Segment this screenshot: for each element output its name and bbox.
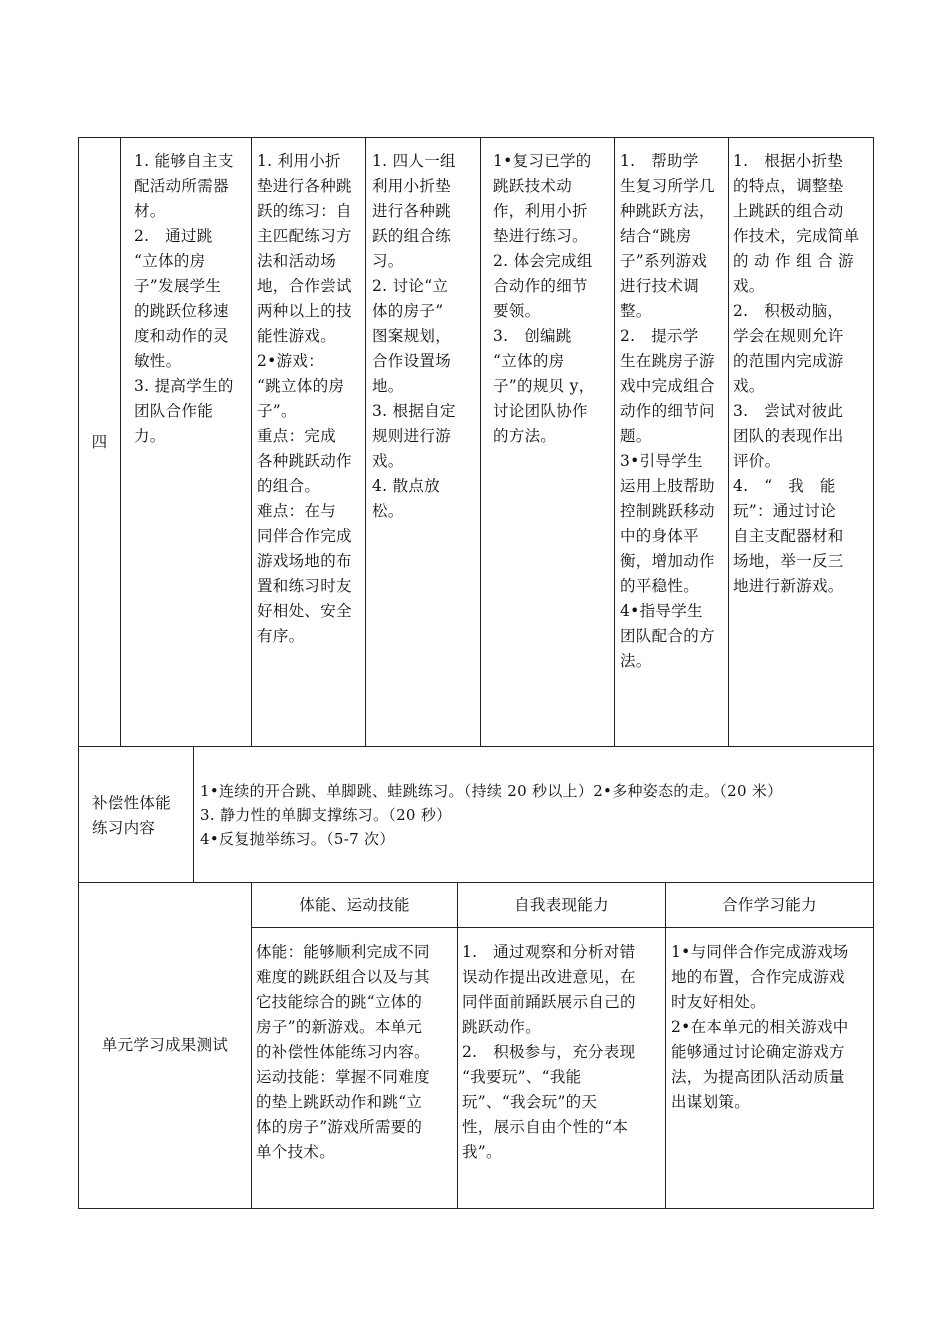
col-divider — [665, 882, 666, 1208]
col-divider — [480, 137, 481, 746]
student-activity-cell: 1•复习已学的 跳跃技术动 作，利用小折 垫进行练习。 2. 体会完成组 合动作的细节 要领。 3. 创编跳 “立体的房 子”的规贝 y， 讨论团队协作 的方法。 — [493, 152, 595, 445]
col-divider — [728, 137, 729, 746]
col-divider — [614, 137, 615, 746]
learning-content-cell: 1. 利用小折 垫进行各种跳 跃的练习：自 主匹配练习方 法和活动场 地，合作尝试 两种以上的技 能性游戏。 2•游戏： “跳立体的房 子”。 重点：完成 各种跳跃动作 的组合。 难点：在与 同伴合作完成 游戏场地的布 置和练习时友 好相处、安全 有序。 — [257, 152, 352, 645]
unit-test-label: 单元学习成果测试 — [101, 1036, 229, 1054]
section-index: 四 — [91, 432, 108, 451]
col-divider — [251, 882, 252, 1208]
col-divider — [457, 882, 458, 1208]
table-right-border — [873, 137, 874, 1209]
row-divider-section4 — [78, 746, 874, 747]
teacher-guidance-cell: 1. 帮助学 生复习所学几 种跳跃方法， 结合“跳房 子”系列游戏 进行技术调 整。 2. 提示学 生在跳房子游 戏中完成组合 动作的细节问 题。 3•引导学生 运用上肢帮助 控制跳跃移动 中的身体平 衡，增加动作 的平稳性。 4•指导学生 团队配合的方 法。 — [620, 152, 715, 670]
compensatory-label: 补偿性体能 练习内容 — [92, 794, 172, 837]
learning-goals-cell: 1. 能够自主支 配活动所需器 材。 2. 通过跳 “立体的房 子”发展学生 的跳跃位移速 度和动作的灵 敏性。 3. 提高学生的 团队合作能 力。 — [134, 152, 234, 445]
physical-skills-cell: 体能：能够顺利完成不同 难度的跳跃组合以及与其 它技能综合的跳“立体的 房子”的新游戏。本单元 的补偿性体能练习内容。 运动技能：掌握不同难度 的垫上跳跃动作和跳“立 体的房子”游戏所需要的 单个技术。 — [256, 943, 430, 1161]
organization-cell: 1. 四人一组 利用小折垫 进行各种跳 跃的组合练 习。 2. 讨论“立 体的房子” 图案规划， 合作设置场 地。 3. 根据自定 规则进行游 戏。 4. 散点放 松。 — [372, 152, 456, 520]
table-top-border — [78, 137, 874, 138]
table-bottom-border — [78, 1208, 874, 1209]
header-physical-skills: 体能、运动技能 — [299, 895, 410, 914]
col-divider — [251, 137, 252, 746]
col-divider — [365, 137, 366, 746]
self-expression-cell: 1. 通过观察和分析对错 误动作提出改进意见，在 同伴面前踊跃展示自己的 跳跃动作。 2. 积极参与，充分表现 “我要玩”、“我能 玩”、“我会玩”的天 性，展示自由个性的“本 我”。 — [462, 943, 636, 1161]
evaluation-cell: 1. 根据小折垫 的特点，调整垫 上跳跃的组合动 作技术，完成简单 的 动 作 组 合 游 戏。 2. 积极动脑， 学会在规则允许 的范围内完成游 戏。 3. 尝试对彼此 团队的表现作出 评价。 4. “ 我 能 玩”：通过讨论 自主支配器材和 场地，举一反三 地进行新游戏。 — [733, 152, 860, 595]
col-divider — [193, 746, 194, 882]
compensatory-content: 1•连续的开合跳、单脚跳、蛙跳练习。（持续 20 秒以上）2•多种姿态的走。（20 米） 3. 静力性的单脚支撑练习。（20 秒） 4•反复抛举练习。（5-7 次） — [200, 782, 783, 848]
header-cooperation: 合作学习能力 — [722, 895, 817, 914]
header-divider-unit-test — [251, 927, 874, 928]
col-divider — [120, 137, 121, 746]
cooperation-cell: 1•与同伴合作完成游戏场 地的布置，合作完成游戏 时友好相处。 2•在本单元的相关游戏中 能够通过讨论确定游戏方 法，为提高团队活动质量 出谋划策。 — [671, 943, 849, 1111]
header-self-expression: 自我表现能力 — [514, 895, 609, 914]
